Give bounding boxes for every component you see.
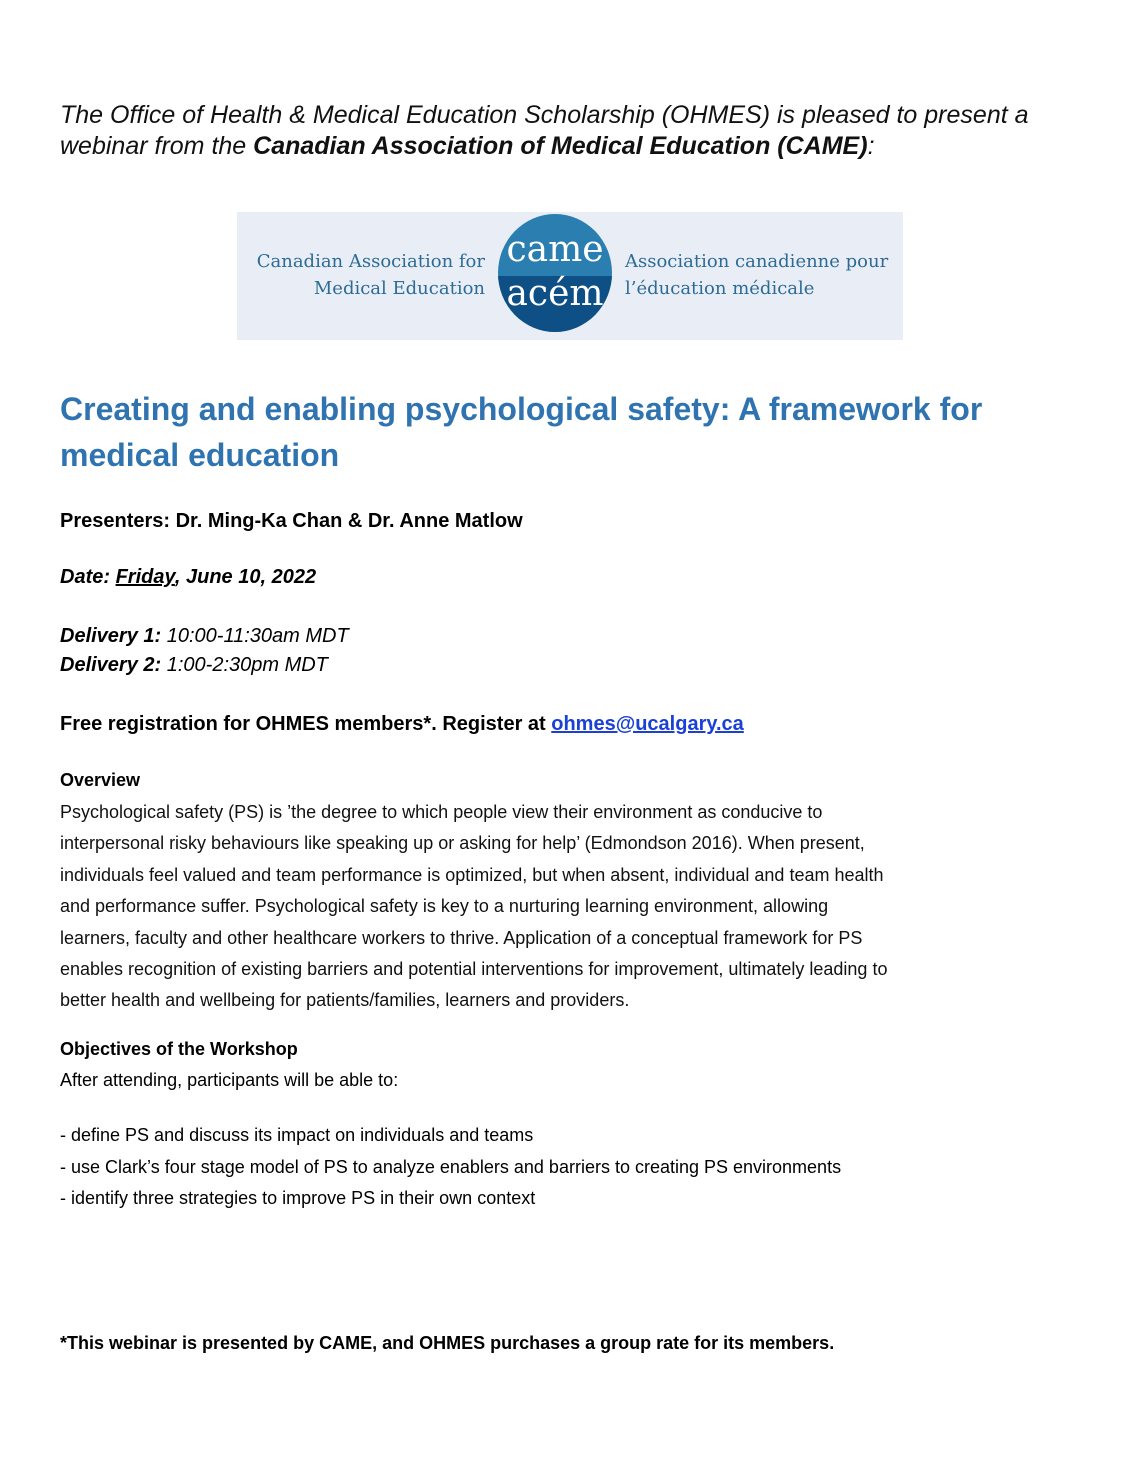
intro-line-1: The Office of Health & Medical Education Scholarship (OHMES) is pleased to present a bbox=[60, 101, 1029, 129]
footnote: *This webinar is presented by CAME, and OHMES purchases a group rate for its members. bbox=[60, 1333, 835, 1353]
webinar-title: Creating and enabling psychological safety: A framework for medical education bbox=[60, 391, 983, 473]
list-item: - use Clark’s four stage model of PS to analyze enablers and barriers to creating PS environments bbox=[60, 1156, 842, 1177]
came-logo-banner bbox=[237, 212, 903, 340]
intro-line-2 bbox=[60, 131, 1100, 162]
logo-french-line-1: Association canadienne pour bbox=[625, 251, 889, 272]
objectives-intro: After attending, participants will be able to: bbox=[60, 1070, 399, 1090]
logo-french-name bbox=[625, 248, 888, 302]
logo-french-line-2: l’éducation médicale bbox=[625, 278, 815, 299]
overview-line: interpersonal risky behaviours like speaking up or asking for help’ (Edmondson 2016). When present, bbox=[60, 833, 865, 854]
came-name: Canadian Association of Medical Education (CAME) bbox=[253, 132, 868, 160]
overview-paragraph bbox=[60, 797, 1060, 1017]
logo-english-line-2: Medical Education bbox=[313, 278, 485, 299]
delivery-1-time: 10:00-11:30am MDT bbox=[161, 625, 349, 647]
logo-english-name bbox=[257, 248, 485, 302]
intro-text bbox=[60, 100, 1100, 162]
date-label: Date: bbox=[60, 566, 116, 588]
logo-word-acem: acém bbox=[506, 273, 604, 314]
registration-email-link[interactable]: ohmes@ucalgary.ca bbox=[551, 713, 744, 735]
list-item: - define PS and discuss its impact on individuals and teams bbox=[60, 1125, 534, 1145]
list-item: - identify three strategies to improve PS in their own context bbox=[60, 1188, 536, 1208]
date-day: Friday bbox=[115, 566, 175, 588]
overview-line: individuals feel valued and team performance is optimized, but when absent, individual and team health bbox=[60, 864, 884, 885]
intro-suffix: : bbox=[867, 132, 875, 160]
intro-prefix: webinar from the bbox=[60, 132, 254, 160]
overview-line: Psychological safety (PS) is ’the degree to which people view their environment as conducive to bbox=[60, 802, 823, 822]
objectives-heading: Objectives of the Workshop bbox=[60, 1039, 298, 1059]
delivery-2-label: Delivery 2: bbox=[60, 654, 162, 676]
delivery-1-label: Delivery 1: bbox=[60, 625, 162, 647]
date-rest: , June 10, 2022 bbox=[174, 566, 317, 588]
objectives-list bbox=[60, 1120, 841, 1215]
came-logo-icon bbox=[498, 214, 612, 332]
logo-word-came: came bbox=[506, 229, 604, 270]
delivery-1 bbox=[60, 625, 349, 648]
overview-heading: Overview bbox=[60, 770, 141, 790]
logo-english-line-1: Canadian Association for bbox=[256, 251, 485, 272]
presenters: Presenters: Dr. Ming-Ka Chan & Dr. Anne Matlow bbox=[60, 510, 523, 532]
overview-line: and performance suffer. Psychological safety is key to a nurturing learning environment, allowing bbox=[60, 896, 829, 917]
delivery-2 bbox=[60, 654, 328, 677]
overview-line: learners, faculty and other healthcare workers to thrive. Application of a conceptual framework for PS bbox=[60, 927, 863, 948]
overview-line: enables recognition of existing barriers and potential interventions for improvement, ultimately leading to bbox=[60, 959, 888, 980]
overview-line: better health and wellbeing for patients/families, learners and providers. bbox=[60, 990, 630, 1011]
registration-text: Free registration for OHMES members*. Register at bbox=[60, 713, 552, 735]
event-date bbox=[60, 566, 316, 589]
delivery-2-time: 1:00-2:30pm MDT bbox=[161, 654, 328, 676]
registration bbox=[60, 713, 744, 736]
